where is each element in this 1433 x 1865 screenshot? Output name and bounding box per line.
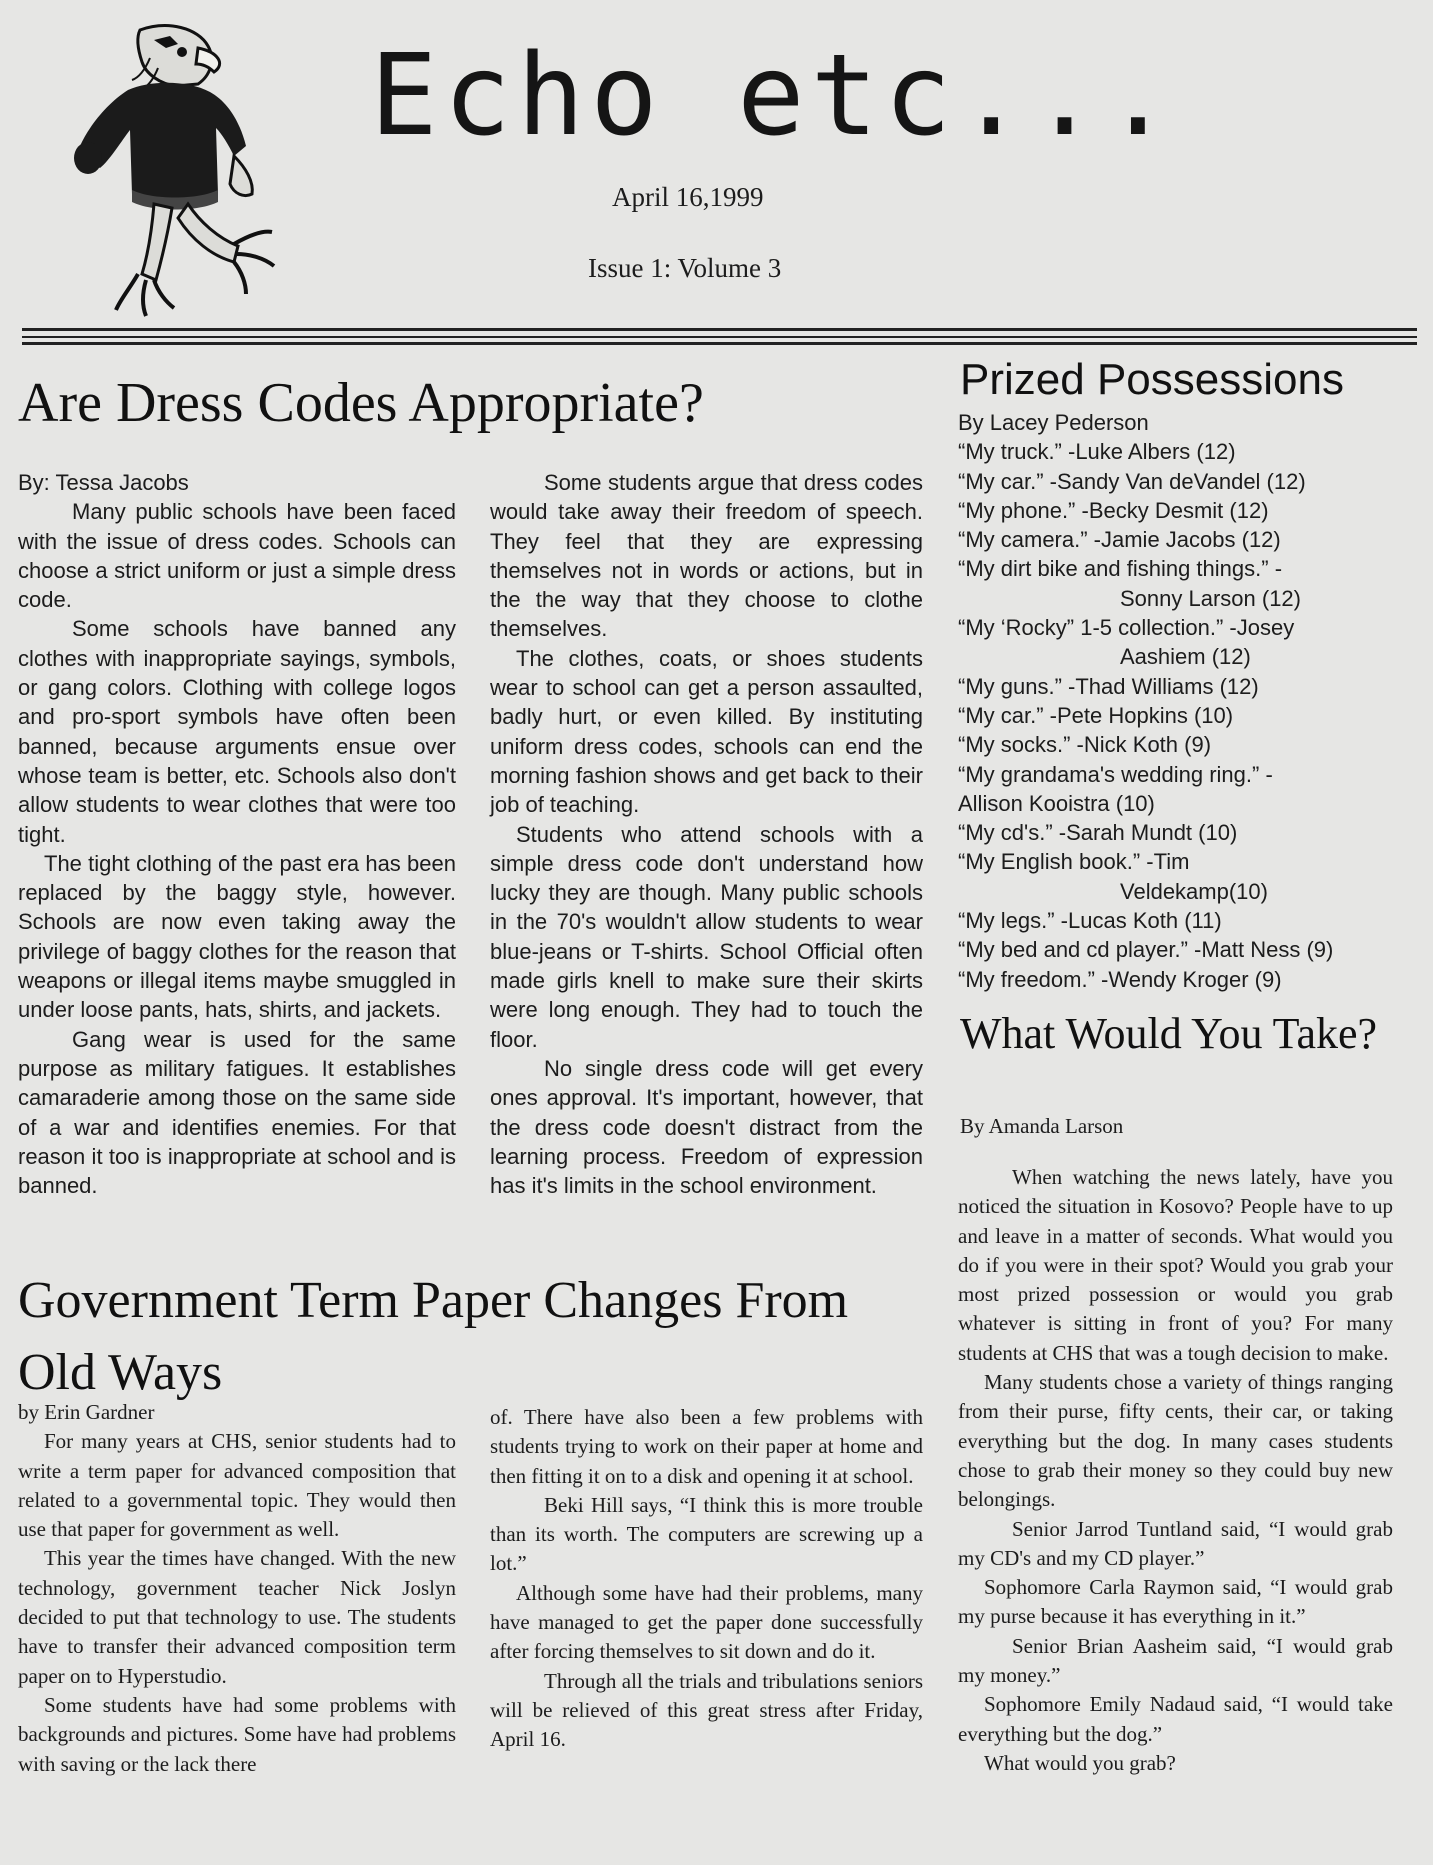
what-would-you-take-headline: What Would You Take? (960, 1009, 1378, 1058)
article-paragraph: When watching the news lately, have you noticed the situation in Kosovo? People have to up and leave in a matter of seconds. What would you do if you were in their spot? Would you grab your most prized possession or would you grab whatever is sitting in front of you? For many students at CHS that was a tough decision to make. (958, 1165, 1393, 1365)
article-paragraph: Through all the trials and tribulations seniors will be relieved of this great stress after Friday, April 16. (490, 1668, 923, 1752)
article-paragraph: Some schools have banned any clothes with inappropriate sayings, symbols, or gang colors. Clothing with college logos and pro-sport symbols have often been banned, because arguments ensue over whose team is better, etc. Schools also don't allow students to wear clothes that were too tight. (18, 616, 456, 847)
list-item: “My phone.” -Becky Desmit (12) (958, 497, 1269, 523)
issue-volume: Issue 1: Volume 3 (588, 253, 782, 283)
article-paragraph: Senior Brian Aasheim said, “I would grab my money.” (958, 1633, 1393, 1688)
article-paragraph: The tight clothing of the past era has been replaced by the baggy style, however. Schools are now even taking away the privilege of baggy clothes for the reason that weapons or illegal items maybe smuggled in under loose pants, hats, shirts, and jackets. (18, 850, 456, 1023)
list-item: “My ‘Rocky” 1-5 collection.” -Josey (958, 615, 1295, 641)
list-item: “My guns.” -Thad Williams (12) (958, 673, 1259, 699)
dress-codes-headline: Are Dress Codes Appropriate? (18, 372, 704, 434)
list-item: “My truck.” -Luke Albers (12) (958, 439, 1236, 465)
dress-codes-column-2 (490, 468, 923, 1200)
list-item: “My car.” -Pete Hopkins (10) (958, 702, 1234, 728)
article-paragraph: What would you grab? (984, 1750, 1176, 1775)
article-paragraph: of. There have also been a few problems with students trying to work on their paper at home and then fitting it on to a disk and opening it at school. (490, 1405, 923, 1488)
article-paragraph: Many students chose a variety of things ranging from their purse, fifty cents, their car, or taking everything but the dog. In many cases students chose to grab their money so they could buy new belongings. (958, 1370, 1393, 1512)
article-paragraph: The clothes, coats, or shoes students wear to school can get a person assaulted, badly hurt, or even killed. By instituting uniform dress codes, schools can end the morning fashion shows and get back to their job of teaching. (490, 645, 923, 818)
list-item-continuation: Sonny Larson (12) (1120, 585, 1301, 611)
masthead-title: Echo etc... (370, 31, 1178, 161)
article-paragraph: Many public schools have been faced with the issue of dress codes. Schools can choose a strict uniform or just a simple dress code. (18, 499, 456, 613)
article-paragraph: Although some have had their problems, many have managed to get the paper done successfully after forcing themselves to sit down and do it. (490, 1580, 923, 1664)
article-paragraph: Gang wear is used for the same purpose as military fatigues. It establishes camaraderie among those on the same side of a war and identifies enemies. For that reason it too is inappropriate at school and is banned. (18, 1026, 456, 1199)
article-paragraph: Sophomore Emily Nadaud said, “I would take everything but the dog.” (958, 1692, 1393, 1746)
list-item: “My camera.” -Jamie Jacobs (12) (958, 527, 1281, 553)
list-item: “My English book.” -Tim (958, 849, 1190, 875)
masthead-rule (22, 328, 1417, 331)
list-item-continuation: Veldekamp(10) (1120, 878, 1268, 904)
list-item: Allison Kooistra (10) (958, 790, 1155, 816)
issue-date: April 16,1999 (612, 182, 764, 212)
list-item: “My grandama's wedding ring.” - (958, 761, 1273, 787)
article-paragraph: Some students argue that dress codes would take away their freedom of speech. They feel that they are expressing themselves not in words or actions, but in the the way that they choose to clothe themselves. (490, 470, 923, 642)
dress-codes-column-1 (18, 468, 456, 1200)
prized-possessions-headline: Prized Possessions (960, 355, 1344, 404)
list-item: “My freedom.” -Wendy Kroger (9) (958, 966, 1282, 992)
article-byline: By: Tessa Jacobs (18, 470, 189, 495)
government-column-2 (490, 1403, 923, 1755)
government-headline: Government Term Paper Changes From Old Ways (18, 1272, 849, 1401)
what-would-you-take-column (958, 1163, 1393, 1778)
list-item: “My car.” -Sandy Van deVandel (12) (958, 468, 1306, 494)
article-paragraph: Students who attend schools with a simple dress code don't understand how lucky they are though. Many public schools in the 70's wouldn't allow students to wear blue-jeans or T-shirts. School Official often made girls knell to make sure their skirts were long enough. They had to touch the floor. (490, 821, 923, 1052)
eagle-mascot-icon (58, 18, 288, 328)
list-item: “My bed and cd player.” -Matt Ness (9) (958, 937, 1334, 963)
article-paragraph: This year the times have changed. With the new technology, government teacher Nick Joslyn decided to put that technology to use. The students have to transfer their advanced composition term paper on to Hyperstudio. (18, 1546, 456, 1688)
list-item-continuation: Aashiem (12) (1120, 644, 1251, 670)
list-item: “My cd's.” -Sarah Mundt (10) (958, 820, 1238, 846)
masthead-rule (22, 342, 1417, 345)
article-paragraph: Senior Jarrod Tuntland said, “I would grab my CD's and my CD player.” (958, 1516, 1393, 1570)
article-paragraph: Sophomore Carla Raymon said, “I would grab my purse because it has everything in it.” (958, 1575, 1393, 1629)
article-paragraph: For many years at CHS, senior students had to write a term paper for advanced composition that related to a governmental topic. They would then use that paper for government as well. (18, 1429, 456, 1542)
article-byline: By Lacey Pederson (958, 410, 1149, 435)
masthead-rule (22, 336, 1417, 338)
list-item: “My socks.” -Nick Koth (9) (958, 732, 1212, 758)
article-paragraph: Some students have had some problems with backgrounds and pictures. Some have had problems with saving or the lack there (18, 1692, 456, 1776)
list-item: “My dirt bike and fishing things.” - (958, 556, 1283, 582)
article-byline: by Erin Gardner (18, 1400, 155, 1424)
article-paragraph: No single dress code will get every ones approval. It's important, however, that the dress code doesn't distract from the learning process. Freedom of expression has it's limits in the school environment. (490, 1055, 923, 1199)
article-paragraph: Beki Hill says, “I think this is more trouble than its worth. The computers are screwing up a lot.” (490, 1492, 923, 1576)
prized-possessions-list (958, 408, 1408, 994)
article-byline: By Amanda Larson (960, 1114, 1124, 1138)
government-column-1 (18, 1398, 456, 1779)
list-item: “My legs.” -Lucas Koth (11) (958, 908, 1222, 934)
